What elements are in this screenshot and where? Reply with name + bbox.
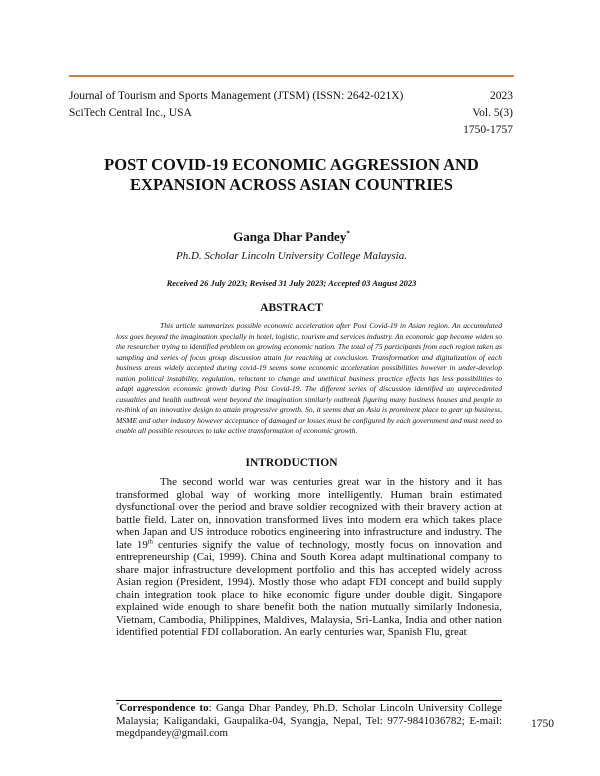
abstract-text: This article summarizes possible economic acceleration after Post Covid-19 in Asian region. An accumulated loss goes beyond the imagination specially in hotel, logistic, tourism and services industry. An economic gap become widen so the researcher trying to identified problem on growing economic nation. The total of 75 participants from each region taken as sampling and series of focus group discussion attain for reaching at conclusion. Transformation and digitalization of each business areas widely accepted during covid-19 seems some economic acceleration possibilities however in under-develop nation political instability, regulation, reluctant to change and unethical business practice effects has less possibilities to adapt aggression economic growth during Post Covid-19. The different series of discussion identified an unprecedented casualties and health outbreak went beyond the imagination similarly outbreak figuring many business houses and people to re-think of an innovative design to attain progressive growth. So, it seems that an Asia is prominent place to gear up business, MSME and other industry however acceptance of damaged or losses must be configured by each government and must need to enable all possible resources to take active transformation of economic growth. [116,321,502,435]
author-name: Ganga Dhar Pandey [233,229,347,244]
ordinal-suffix: th [147,537,153,545]
correspondence-footnote [116,702,502,740]
abstract-heading: ABSTRACT [260,302,323,314]
running-header-left [69,88,403,122]
correspondence-text: : Ganga Dhar Pandey, Ph.D. Scholar Lincoln University College Malaysia; Kaligandaki, Gaupalika-04, Syangja, Nepal, Tel: 977-9841036782; E-mail: megdpandey@gmail.com [116,702,502,739]
footnote-rule [116,700,502,701]
submission-dates: Received 26 July 2023; Revised 31 July 2023; Accepted 03 August 2023 [166,278,417,288]
year: 2023 [490,90,513,102]
intro-text-part2: centuries signify the value of technology, mostly focus on innovation and entrepreneurship (Cai, 1999). China and South Korea adapt multinational company to share major infrastructure development portfolio and this has accepted widely across Asian region (President, 1994). Mostly those who adapt FDI concept and build supply chain integration took place to hike economic figure under double digit. Singapore explained wide enough to share benefit both the nation mutually similarly Indonesia, Vietnam, Cambodia, Philippines, Maldives, Malaysia, Sri-Lanka, India and other nation identified potential FDI collaboration. An early centuries war, Spanish Flu, great [116,538,502,638]
publisher: SciTech Central Inc., USA [69,107,192,119]
page-number: 1750 [531,718,554,730]
header-rule [69,75,514,77]
author-line [69,229,514,245]
running-header-right [463,88,513,139]
journal-name: Journal of Tourism and Sports Management (JTSM) (ISSN: 2642-021X) [69,90,404,102]
introduction-paragraph [116,476,502,639]
intro-text-part1: The second world war was centuries great war in the history and it has transformed global way of working more intelligently. Human brain estimated dysfunctional over the period and brave soldier recognized with their bravery action at battle field. Later on, innovation transformed lives into modern era which takes place when Japan and US introduce robotics engineering into infrastructure and industry. The late 19 [116,476,502,551]
volume: Vol. 5(3) [472,107,513,119]
affiliation: Ph.D. Scholar Lincoln University College Malaysia. [176,250,407,262]
page-range: 1750-1757 [463,124,513,136]
footnote-mark: * [116,701,120,709]
introduction-heading: INTRODUCTION [245,457,338,469]
paper-title: POST COVID-19 ECONOMIC AGGRESSION AND EXPANSION ACROSS ASIAN COUNTRIES [104,155,479,194]
author-mark: * [346,229,350,238]
correspondence-label: Correspondence to [119,702,209,714]
